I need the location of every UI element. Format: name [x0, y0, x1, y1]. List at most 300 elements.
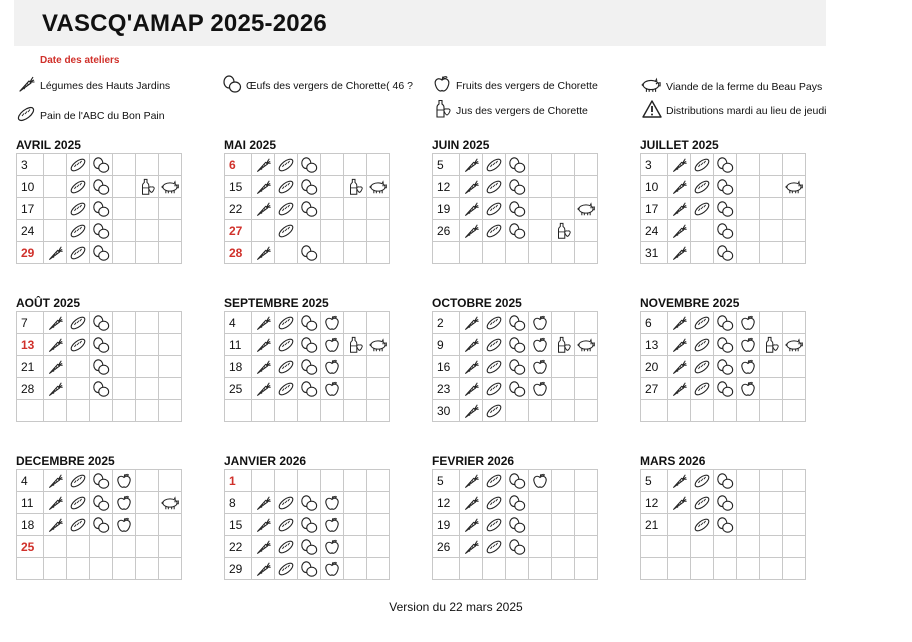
- product-cell: [714, 536, 737, 558]
- juice-icon: [760, 336, 782, 354]
- bread-icon: [691, 472, 713, 490]
- product-cell: [552, 356, 575, 378]
- month-block: [432, 295, 628, 422]
- day-cell: [225, 400, 252, 422]
- product-cell: [691, 514, 714, 536]
- product-cell: [460, 242, 483, 264]
- bread-icon: [483, 516, 505, 534]
- month-name: MAI 2025: [224, 138, 277, 152]
- day-cell: 6: [225, 154, 252, 176]
- bread-icon: [483, 494, 505, 512]
- product-cell: [90, 198, 113, 220]
- product-cell: [529, 558, 552, 580]
- eggs-icon: [298, 560, 320, 578]
- bread-icon: [691, 494, 713, 512]
- carrot-icon: [44, 244, 66, 262]
- day-cell: 12: [641, 492, 668, 514]
- product-cell: [321, 154, 344, 176]
- bread-icon: [275, 222, 297, 240]
- bread-icon: [67, 244, 89, 262]
- product-cell: [159, 400, 182, 422]
- product-cell: [67, 334, 90, 356]
- product-cell: [90, 492, 113, 514]
- apple-icon: [321, 516, 343, 534]
- day-cell: 3: [641, 154, 668, 176]
- product-cell: [67, 312, 90, 334]
- legend-fruits-label: Fruits des vergers de Chorette: [456, 79, 598, 92]
- legend-viande: [640, 74, 822, 99]
- bread-icon: [483, 200, 505, 218]
- eggs-icon: [298, 538, 320, 556]
- product-cell: [67, 154, 90, 176]
- product-cell: [483, 220, 506, 242]
- product-cell: [714, 312, 737, 334]
- product-cell: [737, 154, 760, 176]
- product-cell: [483, 334, 506, 356]
- month-table: [640, 311, 806, 422]
- apple-icon: [737, 380, 759, 398]
- product-cell: [760, 154, 783, 176]
- product-cell: [113, 220, 136, 242]
- month-block: [16, 453, 212, 580]
- product-cell: [575, 514, 598, 536]
- day-cell: 24: [641, 220, 668, 242]
- carrot-icon: [668, 156, 690, 174]
- product-cell: [483, 242, 506, 264]
- product-cell: [321, 400, 344, 422]
- week-row: [433, 470, 598, 492]
- product-cell: [113, 334, 136, 356]
- product-cell: [159, 154, 182, 176]
- product-cell: [136, 242, 159, 264]
- week-row: [225, 334, 390, 356]
- product-cell: [529, 356, 552, 378]
- product-cell: [737, 558, 760, 580]
- week-row: [17, 470, 182, 492]
- pig-icon: [367, 335, 389, 355]
- month-table: [224, 153, 390, 264]
- bread-icon: [275, 380, 297, 398]
- product-cell: [252, 378, 275, 400]
- day-cell: 15: [225, 514, 252, 536]
- week-row: [17, 334, 182, 356]
- product-cell: [367, 400, 390, 422]
- apple-icon: [529, 472, 551, 490]
- carrot-icon: [44, 380, 66, 398]
- product-cell: [552, 470, 575, 492]
- product-cell: [90, 220, 113, 242]
- product-cell: [321, 312, 344, 334]
- product-cell: [367, 220, 390, 242]
- bread-icon: [483, 538, 505, 556]
- week-row: [17, 312, 182, 334]
- product-cell: [529, 514, 552, 536]
- product-cell: [483, 176, 506, 198]
- carrot-icon: [460, 538, 482, 556]
- day-cell: 11: [225, 334, 252, 356]
- legend-viande-label: Viande de la ferme du Beau Pays: [666, 80, 823, 93]
- product-cell: [159, 176, 182, 198]
- product-cell: [252, 242, 275, 264]
- product-cell: [44, 242, 67, 264]
- day-cell: 18: [17, 514, 44, 536]
- product-cell: [783, 536, 806, 558]
- day-cell: 13: [17, 334, 44, 356]
- day-cell: 28: [17, 378, 44, 400]
- day-cell: 22: [225, 536, 252, 558]
- week-row: [225, 558, 390, 580]
- product-cell: [67, 470, 90, 492]
- product-cell: [344, 400, 367, 422]
- product-cell: [367, 176, 390, 198]
- eggs-icon: [506, 336, 528, 354]
- product-cell: [552, 514, 575, 536]
- month-name: AVRIL 2025: [16, 138, 81, 152]
- product-cell: [783, 242, 806, 264]
- product-cell: [575, 312, 598, 334]
- carrot-icon: [668, 314, 690, 332]
- apple-icon: [737, 314, 759, 332]
- bread-icon: [275, 178, 297, 196]
- month-name: OCTOBRE 2025: [432, 296, 522, 310]
- product-cell: [691, 400, 714, 422]
- product-cell: [67, 514, 90, 536]
- product-cell: [367, 154, 390, 176]
- week-row: [225, 470, 390, 492]
- product-cell: [344, 470, 367, 492]
- product-cell: [483, 356, 506, 378]
- day-cell: 3: [17, 154, 44, 176]
- product-cell: [136, 154, 159, 176]
- week-row: [433, 492, 598, 514]
- product-cell: [159, 514, 182, 536]
- product-cell: [575, 470, 598, 492]
- bread-icon: [275, 358, 297, 376]
- product-cell: [506, 176, 529, 198]
- apple-icon: [321, 538, 343, 556]
- week-row: [225, 220, 390, 242]
- month-name: AOÛT 2025: [16, 296, 81, 310]
- week-row: [433, 220, 598, 242]
- bread-icon: [483, 402, 505, 420]
- product-cell: [460, 154, 483, 176]
- product-cell: [321, 558, 344, 580]
- product-cell: [668, 378, 691, 400]
- product-cell: [714, 400, 737, 422]
- bread-icon: [67, 494, 89, 512]
- week-row: [225, 242, 390, 264]
- week-row: [433, 176, 598, 198]
- week-row: [641, 470, 806, 492]
- bread-icon: [483, 156, 505, 174]
- bread-icon: [275, 314, 297, 332]
- product-cell: [252, 558, 275, 580]
- product-cell: [44, 356, 67, 378]
- week-row: [225, 514, 390, 536]
- product-cell: [529, 400, 552, 422]
- eggs-icon: [90, 336, 112, 354]
- legend-pain-label: Pain de l'ABC du Bon Pain: [40, 109, 165, 122]
- product-cell: [90, 514, 113, 536]
- product-cell: [298, 356, 321, 378]
- bread-icon: [691, 516, 713, 534]
- week-row: [17, 176, 182, 198]
- product-cell: [113, 400, 136, 422]
- product-cell: [67, 536, 90, 558]
- month-table: [224, 311, 390, 422]
- product-cell: [668, 154, 691, 176]
- carrot-icon: [668, 336, 690, 354]
- eggs-icon: [714, 494, 736, 512]
- carrot-icon: [460, 472, 482, 490]
- product-cell: [691, 176, 714, 198]
- product-cell: [691, 492, 714, 514]
- week-row: [17, 536, 182, 558]
- product-cell: [575, 242, 598, 264]
- product-cell: [783, 558, 806, 580]
- eggs-icon: [298, 244, 320, 262]
- product-cell: [783, 154, 806, 176]
- product-cell: [529, 198, 552, 220]
- product-cell: [691, 536, 714, 558]
- eggs-icon: [714, 314, 736, 332]
- week-row: [17, 378, 182, 400]
- product-cell: [321, 356, 344, 378]
- product-cell: [483, 536, 506, 558]
- bread-icon: [483, 380, 505, 398]
- product-cell: [113, 312, 136, 334]
- product-cell: [668, 198, 691, 220]
- day-cell: 6: [641, 312, 668, 334]
- day-cell: 5: [641, 470, 668, 492]
- bread-icon: [691, 178, 713, 196]
- product-cell: [714, 176, 737, 198]
- product-cell: [159, 536, 182, 558]
- product-cell: [483, 470, 506, 492]
- product-cell: [321, 492, 344, 514]
- month-name: JUIN 2025: [432, 138, 490, 152]
- product-cell: [298, 242, 321, 264]
- product-cell: [691, 470, 714, 492]
- eggs-icon: [298, 178, 320, 196]
- product-cell: [44, 154, 67, 176]
- day-cell: 20: [641, 356, 668, 378]
- product-cell: [113, 356, 136, 378]
- month-name: JUILLET 2025: [640, 138, 719, 152]
- product-cell: [67, 220, 90, 242]
- legend-distrib-label: Distributions mardi au lieu de jeudi: [666, 104, 827, 117]
- product-cell: [367, 198, 390, 220]
- product-cell: [67, 176, 90, 198]
- product-cell: [506, 536, 529, 558]
- week-row: [641, 176, 806, 198]
- bread-icon: [67, 222, 89, 240]
- product-cell: [506, 514, 529, 536]
- product-cell: [275, 558, 298, 580]
- product-cell: [483, 198, 506, 220]
- carrot-icon: [668, 380, 690, 398]
- legend-pain: [16, 104, 165, 127]
- product-cell: [460, 536, 483, 558]
- apple-icon: [432, 74, 456, 97]
- carrot-icon: [460, 178, 482, 196]
- product-cell: [691, 220, 714, 242]
- eggs-icon: [714, 178, 736, 196]
- apple-icon: [529, 314, 551, 332]
- day-cell: 25: [17, 536, 44, 558]
- week-row: [433, 154, 598, 176]
- week-row: [433, 312, 598, 334]
- product-cell: [506, 242, 529, 264]
- month-name: DECEMBRE 2025: [16, 454, 115, 468]
- day-cell: 21: [641, 514, 668, 536]
- product-cell: [298, 334, 321, 356]
- product-cell: [367, 514, 390, 536]
- bread-icon: [483, 358, 505, 376]
- eggs-icon: [90, 244, 112, 262]
- apple-icon: [113, 516, 135, 534]
- carrot-icon: [44, 494, 66, 512]
- eggs-icon: [90, 358, 112, 376]
- product-cell: [344, 198, 367, 220]
- apple-icon: [321, 336, 343, 354]
- week-row: [433, 536, 598, 558]
- eggs-icon: [298, 494, 320, 512]
- product-cell: [113, 558, 136, 580]
- day-cell: 26: [433, 220, 460, 242]
- eggs-icon: [506, 358, 528, 376]
- product-cell: [252, 514, 275, 536]
- product-cell: [321, 198, 344, 220]
- product-cell: [737, 356, 760, 378]
- carrot-icon: [668, 358, 690, 376]
- product-cell: [44, 220, 67, 242]
- product-cell: [67, 400, 90, 422]
- product-cell: [760, 514, 783, 536]
- product-cell: [714, 220, 737, 242]
- product-cell: [737, 198, 760, 220]
- product-cell: [691, 154, 714, 176]
- bread-icon: [275, 336, 297, 354]
- eggs-icon: [506, 516, 528, 534]
- bread-icon: [483, 178, 505, 196]
- product-cell: [783, 470, 806, 492]
- product-cell: [344, 356, 367, 378]
- product-cell: [783, 334, 806, 356]
- product-cell: [159, 492, 182, 514]
- product-cell: [90, 334, 113, 356]
- product-cell: [252, 154, 275, 176]
- product-cell: [460, 334, 483, 356]
- product-cell: [691, 334, 714, 356]
- bread-icon: [275, 200, 297, 218]
- product-cell: [529, 220, 552, 242]
- product-cell: [252, 176, 275, 198]
- carrot-icon: [252, 560, 274, 578]
- legend-jus-label: Jus des vergers de Chorette: [456, 104, 588, 117]
- eggs-icon: [90, 178, 112, 196]
- product-cell: [460, 514, 483, 536]
- carrot-icon: [44, 516, 66, 534]
- product-cell: [737, 334, 760, 356]
- product-cell: [298, 514, 321, 536]
- product-cell: [344, 154, 367, 176]
- product-cell: [783, 514, 806, 536]
- carrot-icon: [252, 244, 274, 262]
- product-cell: [136, 356, 159, 378]
- product-cell: [298, 176, 321, 198]
- pig-icon: [640, 74, 666, 99]
- product-cell: [344, 514, 367, 536]
- product-cell: [668, 176, 691, 198]
- product-cell: [529, 242, 552, 264]
- week-row: [433, 198, 598, 220]
- product-cell: [668, 400, 691, 422]
- day-cell: [641, 400, 668, 422]
- day-cell: 19: [433, 198, 460, 220]
- week-row: [641, 356, 806, 378]
- product-cell: [760, 176, 783, 198]
- day-cell: 29: [225, 558, 252, 580]
- product-cell: [506, 356, 529, 378]
- product-cell: [737, 400, 760, 422]
- product-cell: [760, 312, 783, 334]
- eggs-icon: [298, 336, 320, 354]
- product-cell: [367, 312, 390, 334]
- subtitle: Date des ateliers: [40, 55, 120, 66]
- month-table: [432, 153, 598, 264]
- pig-icon: [575, 335, 597, 355]
- product-cell: [367, 536, 390, 558]
- eggs-icon: [298, 380, 320, 398]
- product-cell: [668, 312, 691, 334]
- legend-jus: [432, 99, 588, 122]
- product-cell: [252, 334, 275, 356]
- week-row: [225, 198, 390, 220]
- product-cell: [321, 334, 344, 356]
- week-row: [641, 198, 806, 220]
- product-cell: [298, 492, 321, 514]
- carrot-icon: [460, 380, 482, 398]
- product-cell: [737, 220, 760, 242]
- day-cell: 5: [433, 154, 460, 176]
- carrot-icon: [460, 516, 482, 534]
- product-cell: [737, 470, 760, 492]
- juice-icon: [552, 336, 574, 354]
- apple-icon: [321, 560, 343, 578]
- month-table: [16, 469, 182, 580]
- product-cell: [760, 356, 783, 378]
- day-cell: 15: [225, 176, 252, 198]
- product-cell: [737, 176, 760, 198]
- product-cell: [275, 514, 298, 536]
- product-cell: [298, 400, 321, 422]
- carrot-icon: [252, 494, 274, 512]
- apple-icon: [321, 358, 343, 376]
- product-cell: [714, 378, 737, 400]
- month-table: [16, 153, 182, 264]
- product-cell: [321, 536, 344, 558]
- product-cell: [529, 312, 552, 334]
- month-block: [432, 137, 628, 264]
- product-cell: [737, 242, 760, 264]
- product-cell: [159, 220, 182, 242]
- product-cell: [460, 492, 483, 514]
- product-cell: [252, 400, 275, 422]
- product-cell: [344, 176, 367, 198]
- day-cell: [17, 400, 44, 422]
- product-cell: [668, 470, 691, 492]
